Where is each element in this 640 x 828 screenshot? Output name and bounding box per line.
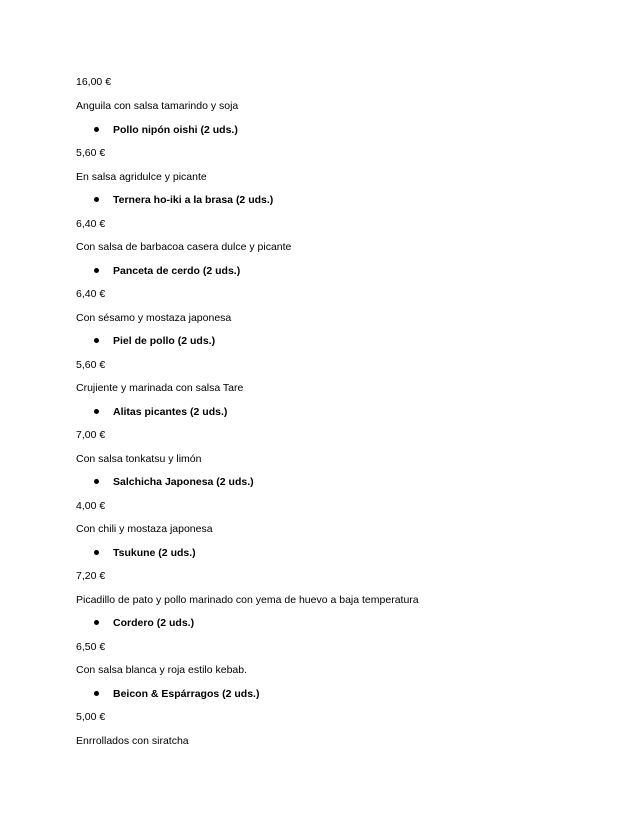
menu-item-name: Cordero (2 uds.): [113, 617, 195, 629]
menu-item-name: Piel de pollo (2 uds.): [113, 335, 216, 347]
menu-item-description: Picadillo de pato y pollo marinado con yema de huevo a baja temperatura: [76, 594, 419, 606]
menu-item-name: Beicon & Espárragos (2 uds.): [113, 688, 260, 700]
menu-item-name: Salchicha Japonesa (2 uds.): [113, 476, 254, 488]
menu-item-name: Tsukune (2 uds.): [113, 547, 196, 559]
menu-item-description: Crujiente y marinada con salsa Tare: [76, 382, 244, 394]
bullet-icon: [94, 338, 99, 343]
menu-item-description: Con salsa tonkatsu y limón: [76, 453, 202, 465]
intro-description: Anguila con salsa tamarindo y soja: [76, 100, 239, 112]
menu-item-description: Con salsa de barbacoa casera dulce y picante: [76, 241, 292, 253]
menu-item-price: 4,00 €: [76, 500, 106, 512]
bullet-icon: [94, 409, 99, 414]
menu-item-description: En salsa agridulce y picante: [76, 171, 207, 183]
menu-item-price: 5,60 €: [76, 359, 106, 371]
menu-item-price: 7,00 €: [76, 429, 106, 441]
bullet-icon: [94, 691, 99, 696]
menu-item-price: 7,20 €: [76, 570, 106, 582]
menu-item-price: 5,00 €: [76, 711, 106, 723]
bullet-icon: [94, 268, 99, 273]
menu-item-description: Enrrollados con siratcha: [76, 735, 189, 747]
menu-item-price: 6,50 €: [76, 641, 106, 653]
menu-item-name: Ternera ho-iki a la brasa (2 uds.): [113, 194, 274, 206]
bullet-icon: [94, 479, 99, 484]
bullet-icon: [94, 620, 99, 625]
intro-price: 16,00 €: [76, 76, 112, 88]
menu-item-description: Con salsa blanca y roja estilo kebab.: [76, 664, 248, 676]
bullet-icon: [94, 550, 99, 555]
menu-item-description: Con chili y mostaza japonesa: [76, 523, 213, 535]
menu-item-name: Panceta de cerdo (2 uds.): [113, 265, 241, 277]
menu-item-description: Con sésamo y mostaza japonesa: [76, 312, 232, 324]
bullet-icon: [94, 197, 99, 202]
menu-item-price: 5,60 €: [76, 147, 106, 159]
menu-item-name: Pollo nipón oishi (2 uds.): [113, 124, 238, 136]
bullet-icon: [94, 127, 99, 132]
menu-item-price: 6,40 €: [76, 288, 106, 300]
menu-item-name: Alitas picantes (2 uds.): [113, 406, 228, 418]
menu-item-price: 6,40 €: [76, 218, 106, 230]
